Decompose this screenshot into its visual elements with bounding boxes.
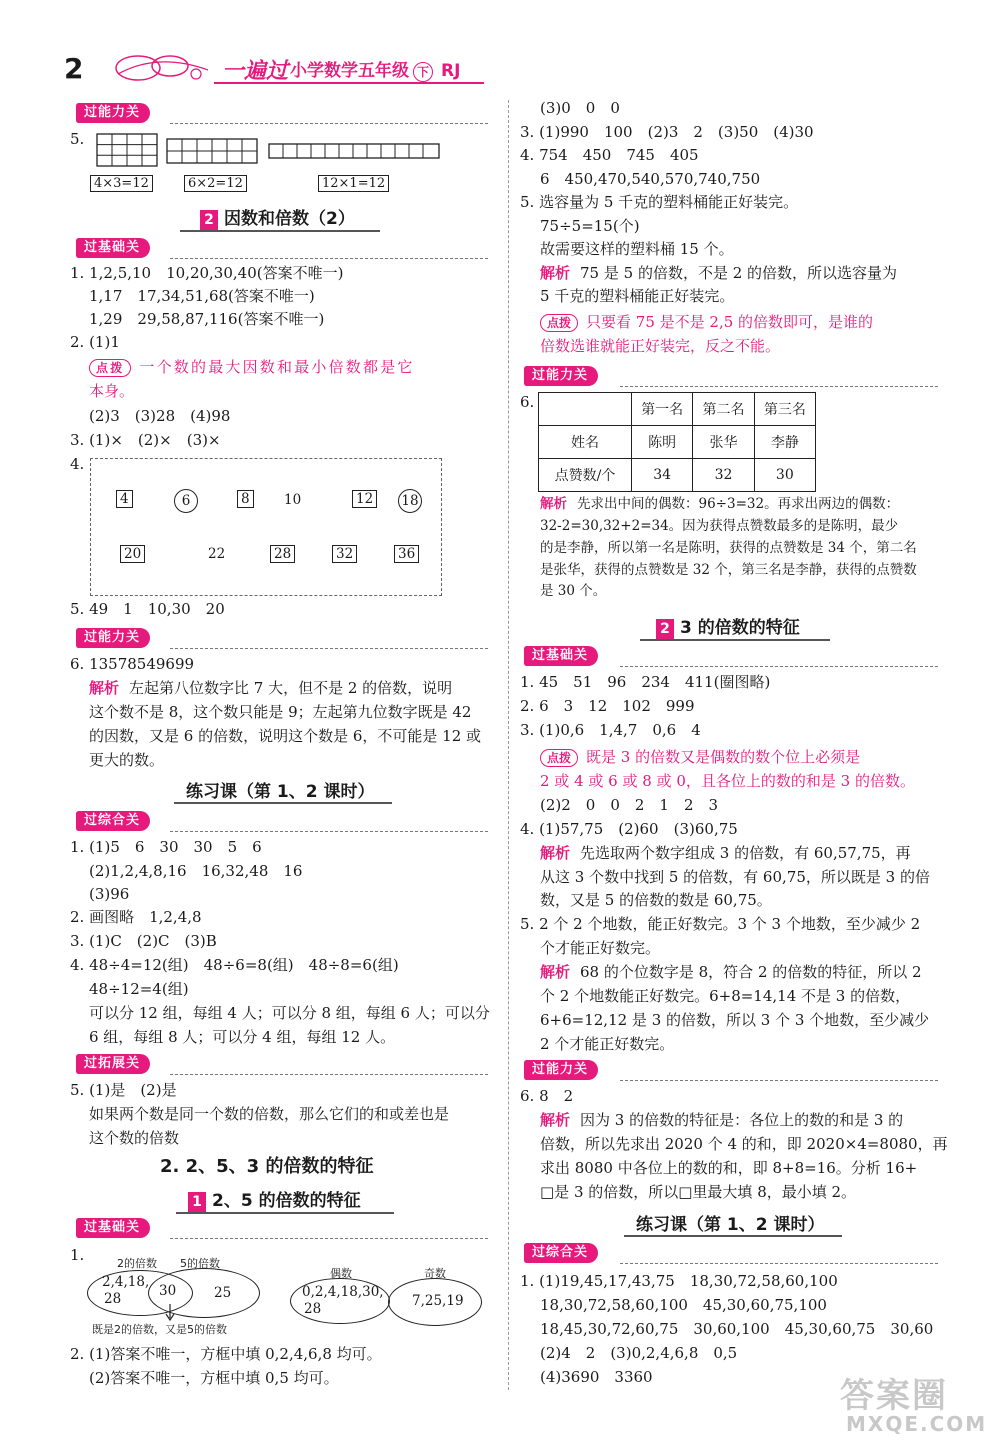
- s-analysis-4-line3: 数，又是 5 的倍数的数是 60,75。: [540, 891, 772, 909]
- s-analysis-4-line1: 解析 先选取两个数字组成 3 的倍数，有 60,57,75，再: [540, 844, 911, 862]
- r-answer-4-line2: 6 450,470,540,570,740,750: [540, 170, 761, 188]
- r-analysis-6-line3: 的是李静，所以第一名是陈明，获得的点赞数是 34 个，第二名: [540, 540, 917, 556]
- q4-num-28: 28: [270, 546, 295, 562]
- table-row: [539, 393, 816, 426]
- r-answer-5-line1: 5. 选容量为 5 千克的塑料桶能正好装完。: [520, 193, 799, 211]
- q4-num-20: 20: [120, 546, 145, 562]
- eq-box-3: 12×1=12: [318, 176, 389, 191]
- section-label-guoneng-r: 过能力关: [524, 366, 598, 386]
- z-answer-1-line2: 18,30,72,58,60,100 45,30,60,75,100: [540, 1296, 827, 1314]
- table-cell: 34: [632, 459, 693, 492]
- label-rule: [620, 386, 938, 387]
- s-analysis-5-line2: 个 2 个地数能正好数完。6+8=14,14 不是 3 的倍数，: [540, 987, 911, 1005]
- section-underline: [174, 802, 392, 804]
- s-answer-2: 2. 6 3 12 102 999: [520, 697, 695, 715]
- analysis-label: 解析: [540, 264, 571, 282]
- section-label-guoji: 过基础关: [76, 238, 150, 258]
- answer-2-line2: (2)答案不唯一，方框中填 0,5 均可。: [89, 1369, 339, 1387]
- ranking-table: [538, 392, 816, 492]
- book-subtitle: [290, 56, 460, 82]
- practice-q1-line1: 1. (1)5 6 30 30 5 6: [70, 838, 262, 856]
- section-title-practice-1: 练习课（第 1、2 课时）: [186, 782, 375, 802]
- venn2-left-heading: 偶数: [330, 1267, 352, 1280]
- eq-box-2: 6×2=12: [184, 176, 247, 191]
- label-rule: [620, 1080, 938, 1081]
- r-answer-3: 3. (1)990 100 (2)3 2 (3)50 (4)30: [520, 123, 814, 141]
- practice-q2: 2. 画图略 1,2,4,8: [70, 908, 202, 926]
- analysis-q6-line4: 更大的数。: [89, 751, 165, 769]
- table-header-cell: [539, 393, 632, 426]
- analysis-label: 解析: [540, 1111, 571, 1129]
- section-label-guoji-r: 过基础关: [524, 646, 598, 666]
- table-cell: 30: [754, 459, 815, 492]
- analysis-q6-line1: 解析 左起第八位数字比 7 大，但不是 2 的倍数，说明: [89, 679, 453, 697]
- s-answer-5-line2: 个才能正好数完。: [540, 939, 661, 957]
- z-answer-1-line4: (2)4 2 (3)0,2,4,6,8 0,5: [540, 1344, 738, 1362]
- venn2-left-values: 0,2,4,18,30,: [302, 1284, 384, 1300]
- q4-num-8: 8: [237, 491, 254, 507]
- section-title-2-5-multiples: 1 2、5 的倍数的特征: [188, 1186, 361, 1212]
- analysis-label: 解析: [540, 496, 567, 512]
- s-answer-1: 1. 45 51 96 234 411(圈图略): [520, 673, 771, 691]
- venn1-note: 既是2的倍数，又是5的倍数: [92, 1323, 227, 1336]
- analysis-q6-line2: 这个数不是 8，这个数只能是 9；左起第九位数字既是 42: [89, 703, 472, 721]
- r-answer-5-line3: 故需要这样的塑料桶 15 个。: [540, 240, 734, 258]
- grade-mark: 下: [413, 62, 433, 82]
- practice-q4-line4: 6 组，每组 8 人；可以分 4 组，每组 12 人。: [89, 1028, 396, 1046]
- s-analysis-6-line1: 解析 因为 3 的倍数的特征是：各位上的数的和是 3 的: [540, 1111, 904, 1129]
- table-cell: 张华: [693, 426, 754, 459]
- s-analysis-5-line3: 6+6=12,12 是 3 的倍数，所以 3 个 3 个地数，至少减少: [540, 1011, 930, 1029]
- s-analysis-6-line3: 求出 8080 中各位上的数的和，即 8+8=16。分析 16+: [540, 1159, 918, 1177]
- practice-q3: 3. (1)C (2)C (3)B: [70, 932, 217, 950]
- venn2-right-values: 7,25,19: [412, 1293, 464, 1309]
- eq-box-1: 4×3=12: [90, 176, 153, 191]
- q4-number-box: [90, 458, 442, 596]
- watermark-url: MXQE.COM: [846, 1412, 988, 1436]
- r-analysis-6-line1: 解析 先求出中间的偶数：96÷3=32。再求出两边的偶数：: [540, 496, 900, 512]
- section-label-guoneng: 过能力关: [76, 103, 150, 123]
- tip-q2-cont: 本身。: [89, 382, 135, 400]
- table-header-cell: 第三名: [754, 393, 815, 426]
- r-answer-5-line2: 75÷5=15(个): [540, 217, 640, 235]
- s-answer-6: 6. 8 2: [520, 1087, 574, 1105]
- table-header-cell: 第一名: [632, 393, 693, 426]
- r-tip-5-line2: 倍数选谁就能正好装完，反之不能。: [540, 337, 781, 355]
- analysis-label: 解析: [540, 844, 571, 862]
- s-analysis-5-line1: 解析 68 的个位数字是 8，符合 2 的倍数的特征，所以 2: [540, 963, 922, 981]
- section-label-guozong-r: 过综合关: [524, 1243, 598, 1263]
- s-analysis-6-line4: □是 3 的倍数，所以□里最大填 8，最小填 2。: [540, 1183, 857, 1201]
- practice-q4-line3: 可以分 12 组，每组 4 人；可以分 8 组，每组 6 人；可以分: [89, 1004, 490, 1022]
- r-analysis-5-line2: 5 千克的塑料桶能正好装完。: [540, 287, 735, 305]
- section-title-3-multiples: 2 3 的倍数的特征: [656, 613, 800, 639]
- venn1-intersection: 30: [159, 1283, 177, 1299]
- answer-q1-line3: 1,29 29,58,87,116(答案不唯一): [89, 310, 325, 328]
- tip-q2: 点拨 一个数的最大因数和最小倍数都是它: [89, 356, 415, 378]
- practice-q1-line2: (2)1,2,4,8,16 16,32,48 16: [89, 862, 303, 880]
- q4-num-10: 10: [284, 492, 302, 508]
- section-title-factors-multiples-2: 2 因数和倍数（2）: [200, 204, 355, 230]
- analysis-label: 解析: [540, 963, 571, 981]
- grid-12x1-figure: [268, 143, 440, 159]
- label-rule: [170, 1074, 488, 1075]
- subtitle-text: 小学数学五年级: [290, 61, 409, 81]
- header-decoration-icon: [108, 48, 218, 84]
- section-label-guozong: 过综合关: [76, 811, 150, 831]
- label-rule: [170, 258, 488, 259]
- q4-num-12: 12: [352, 491, 377, 507]
- practice-q4-line2: 48÷12=4(组): [89, 980, 189, 998]
- table-cell: 32: [693, 459, 754, 492]
- r-answer-0: (3)0 0 0: [540, 99, 620, 117]
- r-tip-5-line1: 点拨 只要看 75 是不是 2,5 的倍数即可，是谁的: [540, 311, 873, 333]
- venn-q1-label: 1.: [70, 1246, 85, 1264]
- section-underline: [180, 230, 380, 232]
- venn1-right-heading: 5的倍数: [180, 1257, 220, 1270]
- table-cell: 姓名: [539, 426, 632, 459]
- q4-num-36: 36: [394, 546, 419, 562]
- r-analysis-6-line5: 是 30 个。: [540, 583, 607, 599]
- q5-label: 5.: [70, 130, 85, 148]
- s-analysis-4-line2: 从这 3 个数中找到 5 的倍数，有 60,75，所以既是 3 的倍: [540, 868, 930, 886]
- s-tip-3-line2: 2 或 4 或 6 或 8 或 0，且各位上的数的和是 3 的倍数。: [540, 772, 915, 790]
- brand-logo: 一遍过: [222, 59, 289, 84]
- r-answer-4-line1: 4. 754 450 745 405: [520, 146, 699, 164]
- venn1-left-values-2: 28: [104, 1291, 122, 1307]
- q4-label: 4.: [70, 455, 85, 473]
- venn2-right-heading: 奇数: [424, 1267, 446, 1280]
- r-q6-label: 6.: [520, 393, 535, 411]
- r-analysis-6-line2: 32-2=30,32+2=34。因为获得点赞数最多的是陈明，最少: [540, 518, 899, 534]
- z-answer-1-line1: 1. (1)19,45,17,43,75 18,30,72,58,60,100: [520, 1272, 838, 1290]
- venn1-right-values: 25: [214, 1285, 232, 1301]
- q4-num-22: 22: [208, 546, 226, 562]
- r-analysis-6-line4: 是张华，获得的点赞数是 32 个，第三名是李静，获得的点赞数: [540, 562, 917, 578]
- q4-num-18: 18: [398, 489, 422, 513]
- section-label-guoneng-r2: 过能力关: [524, 1060, 598, 1080]
- z-answer-1-line5: (4)3690 3360: [540, 1368, 653, 1386]
- answer-q6: 6. 13578549699: [70, 655, 195, 673]
- section-title-practice-2: 练习课（第 1、2 课时）: [636, 1215, 825, 1235]
- table-row: [539, 426, 816, 459]
- s-answer-4: 4. (1)57,75 (2)60 (3)60,75: [520, 820, 738, 838]
- z-answer-1-line3: 18,45,30,72,60,75 30,60,100 45,30,60,75 30,60: [540, 1320, 934, 1338]
- section-underline: [624, 1235, 842, 1237]
- page-number: 2: [64, 52, 84, 85]
- table-row: [539, 459, 816, 492]
- practice-q1-line3: (3)96: [89, 885, 130, 903]
- answer-q1-line2: 1,17 17,34,51,68(答案不唯一): [89, 287, 315, 305]
- practice-q5-line3: 这个数的倍数: [89, 1129, 180, 1147]
- section-label-guoji-2: 过基础关: [76, 1218, 150, 1238]
- answer-q5: 5. 49 1 10,30 20: [70, 600, 225, 618]
- column-divider: [508, 100, 509, 1390]
- label-rule: [620, 1263, 938, 1264]
- practice-q5-line2: 如果两个数是同一个数的倍数，那么它们的和或差也是: [89, 1105, 450, 1123]
- tip-badge: 点拨: [540, 749, 578, 767]
- tip-badge: 点拨: [89, 359, 131, 377]
- q4-num-32: 32: [332, 546, 357, 562]
- q4-num-6: 6: [174, 489, 198, 513]
- chapter-title: 2. 2、5、3 的倍数的特征: [160, 1156, 374, 1177]
- edition: RJ: [441, 61, 461, 81]
- label-rule: [170, 123, 488, 124]
- header-rule: [214, 82, 484, 84]
- watermark-logo: 答案圈: [840, 1376, 948, 1416]
- label-rule: [170, 648, 488, 649]
- section-underline: [176, 1212, 394, 1214]
- table-cell: 点赞数/个: [539, 459, 632, 492]
- venn1-left-heading: 2的倍数: [117, 1257, 157, 1270]
- section-label-guotuo: 过拓展关: [76, 1054, 150, 1074]
- grid-4x3-figure: [96, 133, 158, 167]
- q4-num-4: 4: [116, 491, 133, 507]
- s-answer-3-rest: (2)2 0 0 2 1 2 3: [540, 796, 719, 814]
- label-rule: [170, 831, 488, 832]
- section-underline: [640, 639, 830, 641]
- table-cell: 李静: [754, 426, 815, 459]
- grid-6x2-figure: [166, 138, 258, 164]
- answer-q2: 2. (1)1: [70, 333, 120, 351]
- answer-2-line1: 2. (1)答案不唯一，方框中填 0,2,4,6,8 均可。: [70, 1345, 382, 1363]
- tip-badge: 点拨: [540, 314, 578, 332]
- s-answer-5-line1: 5. 2 个 2 个地数，能正好数完。3 个 3 个地数，至少减少 2: [520, 915, 921, 933]
- table-cell: 陈明: [632, 426, 693, 459]
- analysis-label: 解析: [89, 679, 120, 697]
- s-answer-3: 3. (1)0,6 1,4,7 0,6 4: [520, 721, 701, 739]
- s-tip-3-line1: 点拨 既是 3 的倍数又是偶数的数个位上必须是: [540, 746, 860, 768]
- answer-q1-line1: 1. 1,2,5,10 10,20,30,40(答案不唯一): [70, 264, 344, 282]
- r-analysis-5-line1: 解析 75 是 5 的倍数，不是 2 的倍数，所以选容量为: [540, 264, 898, 282]
- table-header-cell: 第二名: [693, 393, 754, 426]
- practice-q4-line1: 4. 48÷4=12(组) 48÷6=8(组) 48÷8=6(组): [70, 956, 399, 974]
- venn1-left-values: 2,4,18,: [102, 1274, 150, 1290]
- section-label-guoneng-2: 过能力关: [76, 628, 150, 648]
- label-rule: [170, 1238, 488, 1239]
- label-rule: [620, 666, 938, 667]
- answer-q3: 3. (1)× (2)× (3)×: [70, 431, 221, 449]
- analysis-q6-line3: 的因数，又是 6 的倍数，说明这个数是 6，不可能是 12 或: [89, 727, 482, 745]
- venn2-left-values-2: 28: [304, 1301, 322, 1317]
- practice-q5-line1: 5. (1)是 (2)是: [70, 1081, 177, 1099]
- s-analysis-5-line4: 2 个才能正好数完。: [540, 1035, 675, 1053]
- answer-q2-rest: (2)3 (3)28 (4)98: [89, 407, 231, 425]
- s-analysis-6-line2: 倍数，所以先求出 2020 个 4 的和，即 2020×4=8080，再: [540, 1135, 948, 1153]
